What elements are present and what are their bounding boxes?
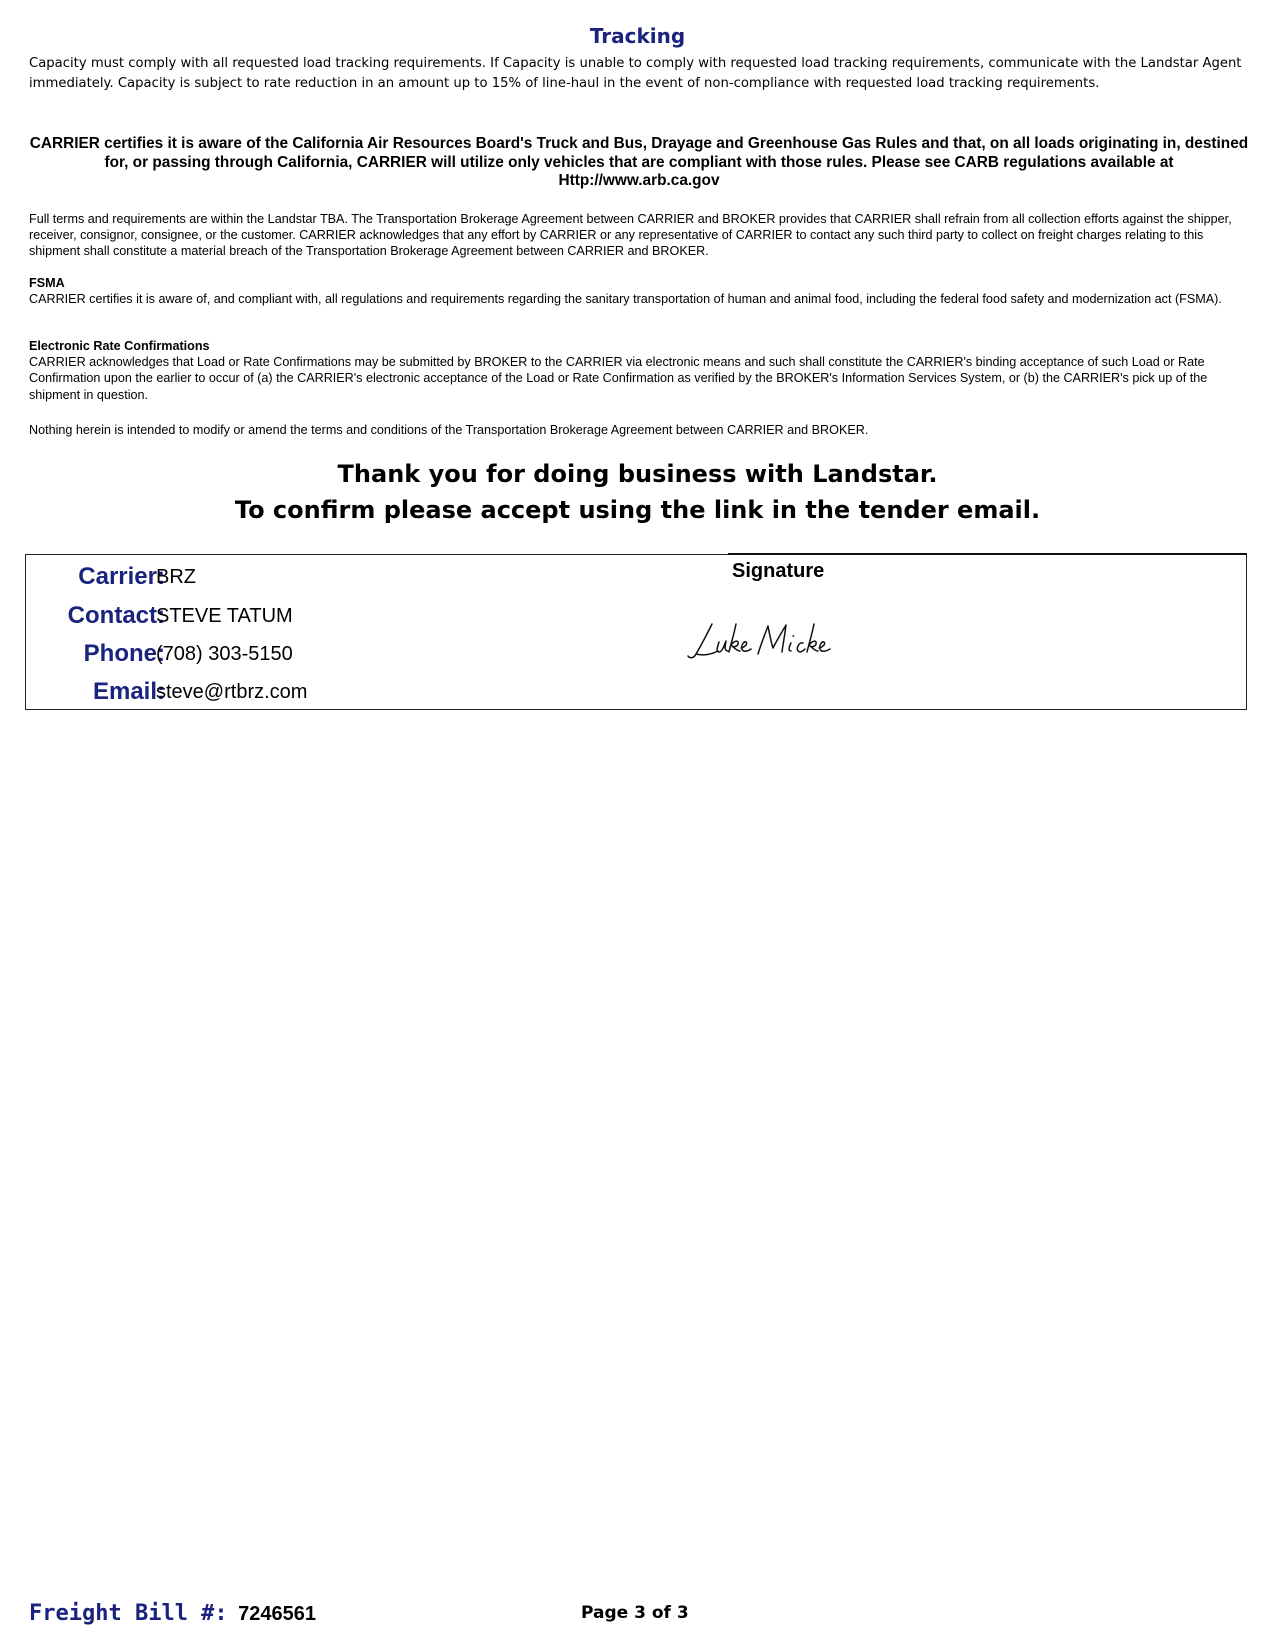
email-value: steve@rtbrz.com (156, 681, 308, 703)
tracking-body: Capacity must comply with all requested load tracking requirements. If Capacity is unable to comply with requested load tracking requirements, communicate with the Landstar Agent immediately. Capacity is subject to rate reduction in an amount up to 15% of line-haul in the event of non-compliance with requested load tracking requirements. (29, 56, 1242, 91)
handwritten-signature (686, 618, 886, 668)
nothing-herein-paragraph: Nothing herein is intended to modify or amend the terms and conditions of the Transportation Brokerage Agreement between CARRIER and BROKER. (29, 423, 869, 437)
thanks-message (0, 456, 1275, 528)
carrier-label: Carrier: (78, 563, 165, 590)
contact-value: STEVE TATUM (156, 605, 293, 627)
page-number: Page 3 of 3 (581, 1603, 689, 1623)
full-terms-paragraph: Full terms and requirements are within the Landstar TBA. The Transportation Brokerage Agreement between CARRIER and BROKER provides that CARRIER shall refrain from all collection efforts against the shipper, receiver, consignor, consignee, or the customer. CARRIER acknowledges that any effort by CARRIER or any representative of CARRIER to contact any such third party to collect on freight charges relating to this shipment shall constitute a material breach of the Transportation Brokerage Agreement between CARRIER and BROKER. (29, 212, 1232, 259)
freight-bill-label: Freight Bill #: (29, 1601, 228, 1626)
thanks-line-2: To confirm please accept using the link in the tender email. (234, 496, 1041, 524)
email-row (25, 678, 625, 712)
carrier-row (25, 563, 625, 597)
phone-label: Phone: (83, 640, 165, 667)
electronic-rate-heading: Electronic Rate Confirmations (29, 339, 210, 353)
fsma-heading: FSMA (29, 276, 65, 290)
fsma-section (29, 275, 1254, 307)
fsma-body: CARRIER certifies it is aware of, and compliant with, all regulations and requirements regarding the sanitary transportation of human and animal food, including the federal food safety and modernization act (FSMA). (29, 292, 1222, 307)
contact-label: Contact: (67, 602, 165, 629)
freight-bill-number: 7246561 (238, 1603, 317, 1625)
signature-label: Signature (732, 560, 825, 582)
electronic-rate-section (29, 338, 1254, 403)
phone-row (25, 640, 625, 674)
thanks-line-1: Thank you for doing business with Landstar. (337, 460, 938, 488)
contact-row (25, 602, 625, 636)
phone-value: (708) 303-5150 (156, 643, 293, 665)
carrier-value: BRZ (156, 566, 196, 588)
tracking-title: Tracking (589, 24, 686, 48)
carb-notice: CARRIER certifies it is aware of the California Air Resources Board's Truck and Bus, Drayage and Greenhouse Gas Rules and that, on all loads originating in, destined for, or passing through California, CARRIER will utilize only vehicles that are compliant with those rules. Please see CARB regulations available at Http://www.arb.ca.gov (29, 135, 1249, 189)
email-label: Email: (92, 678, 165, 705)
electronic-rate-body: CARRIER acknowledges that Load or Rate Confirmations may be submitted by BROKER to the CARRIER via electronic means and such shall constitute the CARRIER's binding acceptance of such Load or Rate Confirmation upon the earlier to occur of (a) the CARRIER's electronic acceptance of the Load or Rate Confirmation as verified by the BROKER's Information Services System, or (b) the CARRIER's pick up of the shipment in question. (29, 355, 1208, 402)
freight-bill (29, 1601, 316, 1626)
